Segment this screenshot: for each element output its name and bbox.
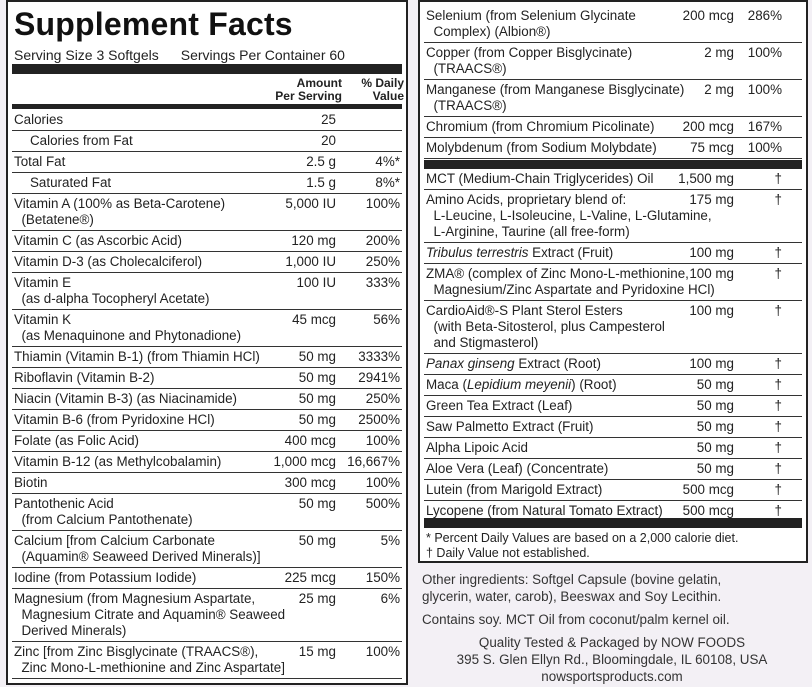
daily-value: 500%	[365, 496, 400, 511]
amount-per-serving: 50 mg	[298, 533, 336, 548]
nutrient-name-part: Extract (Fruit)	[528, 245, 614, 260]
daily-value: 100%	[747, 140, 782, 155]
amount-per-serving: 100 IU	[296, 275, 336, 290]
table-row	[424, 190, 802, 243]
amount-per-serving: 100 mg	[689, 303, 734, 318]
table-row	[424, 375, 802, 396]
daily-value: 2941%	[358, 370, 400, 385]
nutrient-name	[426, 377, 617, 393]
amount-per-serving: 50 mg	[298, 349, 336, 364]
amount-per-serving: 200 mcg	[682, 8, 734, 23]
nutrient-name: Vitamin B-12 (as Methylcobalamin)	[14, 454, 222, 469]
nutrient-name: CardioAid®-S Plant Sterol Esters (with Beta-Sitosterol, plus Campesterol and Stigmasterol)	[426, 303, 665, 350]
serving-info	[14, 46, 345, 64]
table-row	[424, 301, 802, 354]
amount-per-serving: 2 mg	[704, 82, 734, 97]
table-row	[12, 494, 402, 531]
header-rule	[12, 64, 402, 74]
amount-per-serving: 225 mcg	[284, 570, 336, 585]
amount-per-serving: 50 mg	[298, 412, 336, 427]
daily-value: 167%	[747, 119, 782, 134]
nutrient-name: Magnesium (from Magnesium Aspartate, Magnesium Citrate and Aquamin® Seaweed Derived Minerals)	[14, 591, 286, 638]
nutrient-name: Vitamin E (as d-alpha Tocopheryl Acetate)	[14, 275, 210, 306]
nutrient-name: Pantothenic Acid (from Calcium Pantothenate)	[14, 496, 193, 527]
nutrient-name: Calories	[14, 112, 64, 127]
table-row	[424, 80, 802, 117]
nutrient-name-part: ) (Root)	[571, 377, 617, 392]
amount-per-serving: 75 mcg	[690, 140, 734, 155]
table-row	[12, 473, 402, 494]
amount-per-serving: 50 mg	[696, 377, 734, 392]
nutrient-name: Thiamin (Vitamin B-1) (from Thiamin HCl)	[14, 349, 260, 364]
table-row	[424, 417, 802, 438]
table-row	[12, 368, 402, 389]
table-row	[424, 243, 802, 264]
amount-per-serving: 25	[321, 112, 336, 127]
table-row	[12, 194, 402, 231]
nutrient-name-part: Extract (Root)	[514, 356, 601, 371]
nutrient-name: Lycopene (from Natural Tomato Extract)	[426, 503, 663, 518]
nutrient-name: Calories from Fat	[30, 133, 133, 148]
amount-per-serving: 175 mg	[689, 192, 734, 207]
daily-value: 333%	[365, 275, 400, 290]
column-header-rule	[12, 104, 402, 109]
nutrient-name: Selenium (from Selenium Glycinate Complex) (Albion®)	[426, 8, 636, 39]
supplement-facts-panel-right	[418, 0, 808, 563]
table-row	[12, 410, 402, 431]
daily-value: 5%	[380, 533, 400, 548]
amount-per-serving: 200 mcg	[682, 119, 734, 134]
daily-value: 100%	[365, 196, 400, 211]
amount-per-serving: 20	[321, 133, 336, 148]
footnote-rule	[424, 518, 802, 528]
nutrient-name: Green Tea Extract (Leaf)	[426, 398, 573, 413]
amount-per-serving: 500 mcg	[682, 503, 734, 518]
nutrient-name: Total Fat	[14, 154, 66, 169]
daily-value: †	[774, 482, 782, 497]
credit-address: 395 S. Glen Ellyn Rd., Bloomingdale, IL 60108, USA	[456, 652, 768, 667]
amount-per-serving: 50 mg	[696, 440, 734, 455]
table-row	[424, 459, 802, 480]
daily-value: †	[774, 192, 782, 207]
amount-per-serving: 50 mg	[696, 398, 734, 413]
daily-value: 100%	[747, 82, 782, 97]
table-row	[424, 169, 802, 190]
nutrient-name: Zinc [from Zinc Bisglycinate (TRAACS®), Zinc Mono-L-methionine and Zinc Aspartate]	[14, 644, 285, 675]
footnote-daily-values: * Percent Daily Values are based on a 2,000 calorie diet.	[426, 531, 739, 545]
daily-value: †	[774, 266, 782, 281]
nutrient-name	[426, 245, 613, 261]
table-row	[12, 389, 402, 410]
nutrient-name-part: Maca (	[426, 377, 467, 392]
amount-per-serving: 25 mg	[298, 591, 336, 606]
nutrient-name: Chromium (from Chromium Picolinate)	[426, 119, 655, 134]
daily-value: 100%	[365, 644, 400, 659]
daily-value: 100%	[747, 45, 782, 60]
table-row	[424, 438, 802, 459]
amount-per-serving: 45 mcg	[292, 312, 336, 327]
nutrient-name: Manganese (from Manganese Bisglycinate) (TRAACS®)	[426, 82, 685, 113]
amount-per-serving: 50 mg	[298, 391, 336, 406]
table-row	[424, 6, 802, 43]
daily-value: 150%	[365, 570, 400, 585]
nutrient-name: Riboflavin (Vitamin B-2)	[14, 370, 155, 385]
nutrient-name: Vitamin A (100% as Beta-Carotene) (Betatene®)	[14, 196, 226, 227]
daily-value: †	[774, 377, 782, 392]
table-row	[424, 43, 802, 80]
daily-value: 200%	[365, 233, 400, 248]
amount-per-serving: 50 mg	[696, 461, 734, 476]
amount-per-serving: 100 mg	[689, 245, 734, 260]
table-row	[12, 642, 402, 679]
credit-website: nowsportsproducts.com	[541, 669, 683, 684]
other-ingredients-line-1: Other ingredients: Softgel Capsule (bovine gelatin,	[422, 572, 722, 587]
other-ingredients-line-2: glycerin, water, carob), Beeswax and Soy Lecithin.	[422, 589, 722, 604]
nutrient-name: Calcium [from Calcium Carbonate (Aquamin® Seaweed Derived Minerals)]	[14, 533, 261, 564]
supplement-facts-panel-left	[6, 0, 408, 685]
daily-value: 2500%	[358, 412, 400, 427]
amount-per-serving: 2.5 g	[306, 154, 336, 169]
amount-per-serving: 1,500 mg	[678, 171, 734, 186]
amount-per-serving: 50 mg	[298, 370, 336, 385]
table-row	[12, 452, 402, 473]
nutrient-name-italic: Tribulus terrestris	[426, 245, 529, 260]
table-row	[12, 131, 402, 152]
daily-value: †	[774, 461, 782, 476]
daily-value: 250%	[365, 391, 400, 406]
credit-line-1: Quality Tested & Packaged by NOW FOODS	[478, 635, 746, 650]
nutrient-name-italic: Panax ginseng	[426, 356, 515, 371]
daily-value: 286%	[747, 8, 782, 23]
nutrient-name: ZMA® (complex of Zinc Mono-L-methionine, Magnesium/Zinc Aspartate and Pyridoxine HCl)	[426, 266, 715, 297]
table-row	[424, 480, 802, 501]
daily-value: 6%	[380, 591, 400, 606]
daily-value: †	[774, 245, 782, 260]
table-row	[12, 110, 402, 131]
nutrient-name: Vitamin C (as Ascorbic Acid)	[14, 233, 182, 248]
daily-value: 56%	[373, 312, 400, 327]
daily-value: 3333%	[358, 349, 400, 364]
nutrient-name: Vitamin K (as Menaquinone and Phytonadione)	[14, 312, 242, 343]
table-row	[12, 531, 402, 568]
amount-per-serving: 1,000 mcg	[273, 454, 336, 469]
section-rule	[424, 160, 802, 169]
daily-value: †	[774, 356, 782, 371]
nutrient-name: Saturated Fat	[30, 175, 112, 190]
table-row	[12, 589, 402, 642]
table-row	[12, 273, 402, 310]
nutrient-name: Vitamin D-3 (as Cholecalciferol)	[14, 254, 203, 269]
table-row	[12, 152, 402, 173]
amount-per-serving: 15 mg	[298, 644, 336, 659]
column-header-daily-value: % Daily Value	[361, 76, 404, 103]
table-row	[12, 347, 402, 368]
table-row	[424, 138, 802, 159]
daily-value: †	[774, 303, 782, 318]
nutrient-name-italic: Lepidium meyenii	[466, 377, 572, 392]
table-row	[12, 310, 402, 347]
nutrient-name: Saw Palmetto Extract (Fruit)	[426, 419, 594, 434]
amount-per-serving: 120 mg	[291, 233, 336, 248]
table-row	[424, 117, 802, 138]
nutrient-name: Molybdenum (from Sodium Molybdate)	[426, 140, 657, 155]
daily-value: †	[774, 503, 782, 518]
table-row	[424, 354, 802, 375]
daily-value: †	[774, 419, 782, 434]
table-row	[12, 252, 402, 273]
nutrient-name: Biotin	[14, 475, 48, 490]
amount-per-serving: 400 mcg	[284, 433, 336, 448]
daily-value: 100%	[365, 475, 400, 490]
nutrient-name: Amino Acids, proprietary blend of: L-Leucine, L-Isoleucine, L-Valine, L-Glutamine, L-Arginine, Taurine (all free-form)	[426, 192, 712, 239]
footnote-not-established: † Daily Value not established.	[426, 546, 590, 560]
table-row	[424, 264, 802, 301]
nutrient-name: Aloe Vera (Leaf) (Concentrate)	[426, 461, 609, 476]
nutrient-name: Copper (from Copper Bisglycinate) (TRAACS®)	[426, 45, 633, 76]
contains-statement: Contains soy. MCT Oil from coconut/palm kernel oil.	[422, 612, 730, 627]
nutrient-name: Folate (as Folic Acid)	[14, 433, 140, 448]
daily-value: †	[774, 171, 782, 186]
column-header-amount: Amount Per Serving	[275, 76, 342, 103]
amount-per-serving: 50 mg	[696, 419, 734, 434]
amount-per-serving: 1.5 g	[306, 175, 336, 190]
table-row	[12, 231, 402, 252]
amount-per-serving: 50 mg	[298, 496, 336, 511]
amount-per-serving: 5,000 IU	[285, 196, 336, 211]
table-row	[424, 396, 802, 417]
amount-per-serving: 500 mcg	[682, 482, 734, 497]
amount-per-serving: 100 mg	[689, 266, 734, 281]
table-row	[12, 568, 402, 589]
table-row	[12, 431, 402, 452]
nutrient-name: Lutein (from Marigold Extract)	[426, 482, 603, 497]
table-row	[12, 173, 402, 194]
nutrient-name	[426, 356, 601, 372]
daily-value: 16,667%	[347, 454, 400, 469]
nutrient-name: Niacin (Vitamin B-3) (as Niacinamide)	[14, 391, 237, 406]
servings-per-container: Servings Per Container 60	[180, 47, 345, 63]
daily-value: †	[774, 398, 782, 413]
nutrient-name: Iodine (from Potassium Iodide)	[14, 570, 197, 585]
daily-value: †	[774, 440, 782, 455]
daily-value: 8%*	[375, 175, 400, 190]
label-title: Supplement Facts	[14, 6, 293, 42]
amount-per-serving: 100 mg	[689, 356, 734, 371]
amount-per-serving: 2 mg	[704, 45, 734, 60]
daily-value: 250%	[365, 254, 400, 269]
amount-per-serving: 1,000 IU	[285, 254, 336, 269]
nutrient-name: Vitamin B-6 (from Pyridoxine HCl)	[14, 412, 215, 427]
amount-per-serving: 300 mcg	[284, 475, 336, 490]
nutrient-name: MCT (Medium-Chain Triglycerides) Oil	[426, 171, 654, 186]
serving-size: Serving Size 3 Softgels	[14, 47, 159, 63]
nutrient-name: Alpha Lipoic Acid	[426, 440, 528, 455]
daily-value: 100%	[365, 433, 400, 448]
daily-value: 4%*	[375, 154, 400, 169]
